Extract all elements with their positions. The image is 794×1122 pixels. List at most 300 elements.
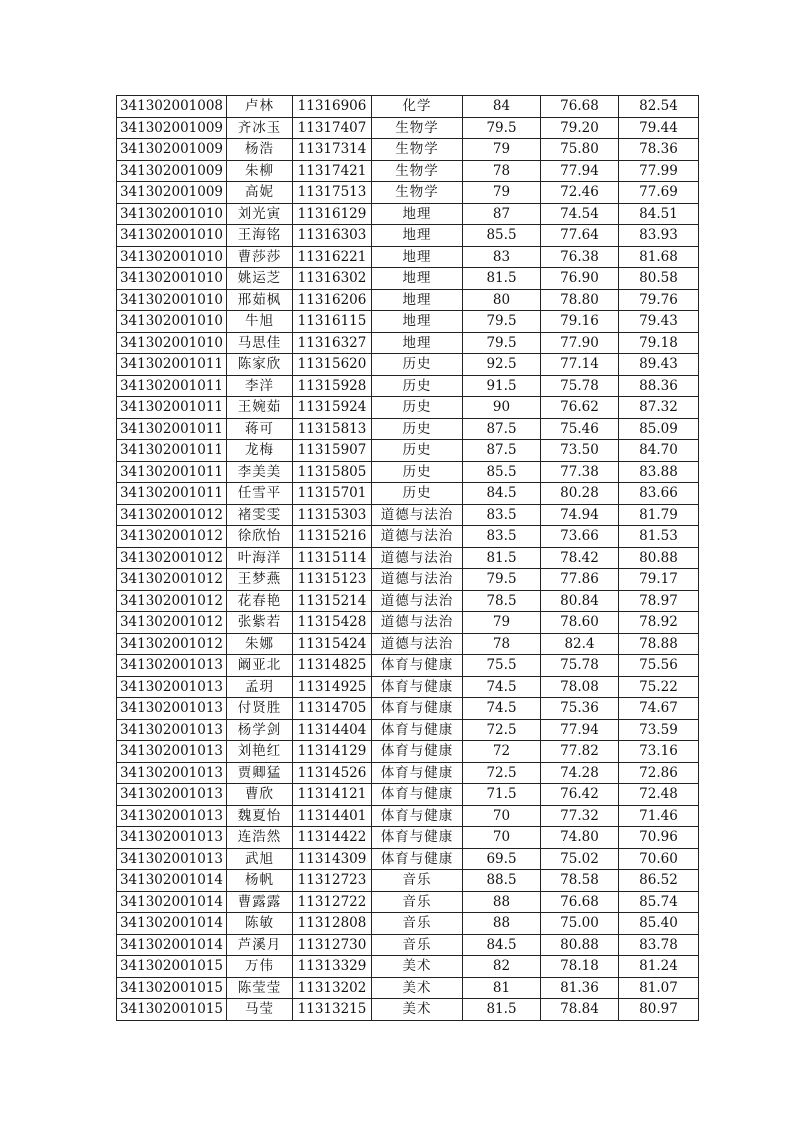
total-score-cell: 77.69 <box>619 182 699 204</box>
table-row <box>117 203 699 225</box>
ticket-number-cell: 11316327 <box>293 332 372 354</box>
ticket-number-cell: 11317407 <box>293 117 372 139</box>
position-code-cell: 341302001010 <box>117 311 227 333</box>
ticket-number-cell: 11315214 <box>293 590 372 612</box>
ticket-number-cell: 11314401 <box>293 805 372 827</box>
total-score-cell: 83.93 <box>619 225 699 247</box>
subject-cell: 美术 <box>372 977 463 999</box>
ticket-number-cell: 11317314 <box>293 139 372 161</box>
candidate-name-cell: 邢茹枫 <box>227 289 293 311</box>
table-row <box>117 698 699 720</box>
table-row <box>117 246 699 268</box>
table-row <box>117 934 699 956</box>
interview-score-cell: 80.84 <box>541 590 619 612</box>
candidate-name-cell: 武旭 <box>227 848 293 870</box>
position-code-cell: 341302001010 <box>117 332 227 354</box>
interview-score-cell: 77.94 <box>541 719 619 741</box>
ticket-number-cell: 11314422 <box>293 827 372 849</box>
interview-score-cell: 73.66 <box>541 526 619 548</box>
subject-cell: 历史 <box>372 375 463 397</box>
written-score-cell: 87.5 <box>463 418 541 440</box>
interview-score-cell: 76.38 <box>541 246 619 268</box>
ticket-number-cell: 11316221 <box>293 246 372 268</box>
ticket-number-cell: 11314121 <box>293 784 372 806</box>
table-row <box>117 655 699 677</box>
candidate-name-cell: 杨帆 <box>227 870 293 892</box>
position-code-cell: 341302001009 <box>117 182 227 204</box>
candidate-name-cell: 朱柳 <box>227 160 293 182</box>
position-code-cell: 341302001013 <box>117 741 227 763</box>
subject-cell: 音乐 <box>372 913 463 935</box>
position-code-cell: 341302001012 <box>117 612 227 634</box>
interview-score-cell: 76.68 <box>541 96 619 118</box>
table-row <box>117 956 699 978</box>
subject-cell: 道德与法治 <box>372 633 463 655</box>
written-score-cell: 81.5 <box>463 999 541 1021</box>
interview-score-cell: 80.28 <box>541 483 619 505</box>
position-code-cell: 341302001011 <box>117 354 227 376</box>
position-code-cell: 341302001012 <box>117 633 227 655</box>
position-code-cell: 341302001015 <box>117 999 227 1021</box>
candidate-name-cell: 马思佳 <box>227 332 293 354</box>
interview-score-cell: 76.62 <box>541 397 619 419</box>
candidate-name-cell: 花春艳 <box>227 590 293 612</box>
table-row <box>117 913 699 935</box>
position-code-cell: 341302001011 <box>117 418 227 440</box>
subject-cell: 道德与法治 <box>372 504 463 526</box>
subject-cell: 道德与法治 <box>372 590 463 612</box>
total-score-cell: 80.58 <box>619 268 699 290</box>
total-score-cell: 81.53 <box>619 526 699 548</box>
total-score-cell: 79.76 <box>619 289 699 311</box>
total-score-cell: 83.78 <box>619 934 699 956</box>
candidate-name-cell: 陈家欣 <box>227 354 293 376</box>
subject-cell: 历史 <box>372 483 463 505</box>
candidate-name-cell: 杨浩 <box>227 139 293 161</box>
written-score-cell: 88 <box>463 891 541 913</box>
subject-cell: 地理 <box>372 246 463 268</box>
ticket-number-cell: 11313329 <box>293 956 372 978</box>
ticket-number-cell: 11314925 <box>293 676 372 698</box>
table-row <box>117 483 699 505</box>
table-row <box>117 440 699 462</box>
written-score-cell: 74.5 <box>463 698 541 720</box>
interview-score-cell: 79.20 <box>541 117 619 139</box>
subject-cell: 生物学 <box>372 139 463 161</box>
written-score-cell: 81 <box>463 977 541 999</box>
ticket-number-cell: 11316206 <box>293 289 372 311</box>
subject-cell: 地理 <box>372 268 463 290</box>
position-code-cell: 341302001009 <box>117 160 227 182</box>
subject-cell: 音乐 <box>372 870 463 892</box>
table-row <box>117 805 699 827</box>
position-code-cell: 341302001010 <box>117 246 227 268</box>
written-score-cell: 84.5 <box>463 483 541 505</box>
candidate-name-cell: 张紫若 <box>227 612 293 634</box>
interview-score-cell: 75.46 <box>541 418 619 440</box>
candidate-name-cell: 王海铭 <box>227 225 293 247</box>
position-code-cell: 341302001013 <box>117 719 227 741</box>
subject-cell: 体育与健康 <box>372 741 463 763</box>
ticket-number-cell: 11314309 <box>293 848 372 870</box>
written-score-cell: 69.5 <box>463 848 541 870</box>
written-score-cell: 78 <box>463 633 541 655</box>
written-score-cell: 87 <box>463 203 541 225</box>
subject-cell: 体育与健康 <box>372 676 463 698</box>
subject-cell: 地理 <box>372 311 463 333</box>
ticket-number-cell: 11315216 <box>293 526 372 548</box>
written-score-cell: 72.5 <box>463 762 541 784</box>
written-score-cell: 79.5 <box>463 569 541 591</box>
subject-cell: 地理 <box>372 332 463 354</box>
ticket-number-cell: 11312722 <box>293 891 372 913</box>
table-row <box>117 633 699 655</box>
interview-score-cell: 78.60 <box>541 612 619 634</box>
table-row <box>117 96 699 118</box>
candidate-name-cell: 朱娜 <box>227 633 293 655</box>
total-score-cell: 77.99 <box>619 160 699 182</box>
interview-score-cell: 77.64 <box>541 225 619 247</box>
total-score-cell: 78.92 <box>619 612 699 634</box>
table-row <box>117 268 699 290</box>
ticket-number-cell: 11316302 <box>293 268 372 290</box>
ticket-number-cell: 11315907 <box>293 440 372 462</box>
ticket-number-cell: 11315620 <box>293 354 372 376</box>
interview-score-cell: 77.14 <box>541 354 619 376</box>
position-code-cell: 341302001010 <box>117 225 227 247</box>
total-score-cell: 80.97 <box>619 999 699 1021</box>
position-code-cell: 341302001014 <box>117 913 227 935</box>
position-code-cell: 341302001014 <box>117 934 227 956</box>
candidate-name-cell: 任雪平 <box>227 483 293 505</box>
table-row <box>117 117 699 139</box>
interview-score-cell: 75.80 <box>541 139 619 161</box>
written-score-cell: 71.5 <box>463 784 541 806</box>
ticket-number-cell: 11316129 <box>293 203 372 225</box>
position-code-cell: 341302001011 <box>117 483 227 505</box>
subject-cell: 历史 <box>372 397 463 419</box>
position-code-cell: 341302001010 <box>117 203 227 225</box>
table-row <box>117 397 699 419</box>
interview-score-cell: 78.18 <box>541 956 619 978</box>
interview-score-cell: 76.42 <box>541 784 619 806</box>
candidate-name-cell: 褚雯雯 <box>227 504 293 526</box>
subject-cell: 体育与健康 <box>372 719 463 741</box>
total-score-cell: 71.46 <box>619 805 699 827</box>
candidate-name-cell: 陈莹莹 <box>227 977 293 999</box>
table-row <box>117 526 699 548</box>
subject-cell: 音乐 <box>372 934 463 956</box>
total-score-cell: 78.88 <box>619 633 699 655</box>
ticket-number-cell: 11315424 <box>293 633 372 655</box>
written-score-cell: 75.5 <box>463 655 541 677</box>
position-code-cell: 341302001011 <box>117 397 227 419</box>
table-row <box>117 999 699 1021</box>
written-score-cell: 83 <box>463 246 541 268</box>
subject-cell: 生物学 <box>372 182 463 204</box>
table-row <box>117 547 699 569</box>
candidate-name-cell: 贾卿猛 <box>227 762 293 784</box>
ticket-number-cell: 11315805 <box>293 461 372 483</box>
ticket-number-cell: 11313215 <box>293 999 372 1021</box>
written-score-cell: 84.5 <box>463 934 541 956</box>
candidate-name-cell: 曹欣 <box>227 784 293 806</box>
total-score-cell: 75.56 <box>619 655 699 677</box>
subject-cell: 道德与法治 <box>372 526 463 548</box>
total-score-cell: 83.88 <box>619 461 699 483</box>
table-row <box>117 504 699 526</box>
table-row <box>117 311 699 333</box>
table-row <box>117 676 699 698</box>
table-row <box>117 160 699 182</box>
candidate-name-cell: 徐欣怡 <box>227 526 293 548</box>
written-score-cell: 90 <box>463 397 541 419</box>
subject-cell: 化学 <box>372 96 463 118</box>
position-code-cell: 341302001014 <box>117 891 227 913</box>
written-score-cell: 88.5 <box>463 870 541 892</box>
subject-cell: 体育与健康 <box>372 655 463 677</box>
candidate-name-cell: 连浩然 <box>227 827 293 849</box>
written-score-cell: 79.5 <box>463 311 541 333</box>
position-code-cell: 341302001012 <box>117 526 227 548</box>
position-code-cell: 341302001015 <box>117 956 227 978</box>
table-row <box>117 418 699 440</box>
table-row <box>117 139 699 161</box>
table-row <box>117 354 699 376</box>
ticket-number-cell: 11315428 <box>293 612 372 634</box>
table-row <box>117 741 699 763</box>
total-score-cell: 82.54 <box>619 96 699 118</box>
position-code-cell: 341302001012 <box>117 569 227 591</box>
ticket-number-cell: 11316906 <box>293 96 372 118</box>
total-score-cell: 81.07 <box>619 977 699 999</box>
total-score-cell: 79.44 <box>619 117 699 139</box>
candidate-name-cell: 牛旭 <box>227 311 293 333</box>
total-score-cell: 81.79 <box>619 504 699 526</box>
position-code-cell: 341302001012 <box>117 590 227 612</box>
subject-cell: 音乐 <box>372 891 463 913</box>
subject-cell: 体育与健康 <box>372 784 463 806</box>
position-code-cell: 341302001008 <box>117 96 227 118</box>
subject-cell: 体育与健康 <box>372 848 463 870</box>
table-row <box>117 784 699 806</box>
candidate-name-cell: 齐冰玉 <box>227 117 293 139</box>
subject-cell: 体育与健康 <box>372 827 463 849</box>
total-score-cell: 83.66 <box>619 483 699 505</box>
ticket-number-cell: 11314526 <box>293 762 372 784</box>
table-row <box>117 891 699 913</box>
subject-cell: 地理 <box>372 289 463 311</box>
interview-score-cell: 78.58 <box>541 870 619 892</box>
table-row <box>117 848 699 870</box>
candidate-name-cell: 曹莎莎 <box>227 246 293 268</box>
interview-score-cell: 82.4 <box>541 633 619 655</box>
written-score-cell: 84 <box>463 96 541 118</box>
interview-score-cell: 72.46 <box>541 182 619 204</box>
position-code-cell: 341302001013 <box>117 698 227 720</box>
ticket-number-cell: 11315928 <box>293 375 372 397</box>
subject-cell: 体育与健康 <box>372 698 463 720</box>
total-score-cell: 79.43 <box>619 311 699 333</box>
written-score-cell: 79 <box>463 182 541 204</box>
position-code-cell: 341302001013 <box>117 762 227 784</box>
ticket-number-cell: 11315114 <box>293 547 372 569</box>
table-row <box>117 289 699 311</box>
candidate-name-cell: 芦溪月 <box>227 934 293 956</box>
position-code-cell: 341302001011 <box>117 375 227 397</box>
written-score-cell: 81.5 <box>463 268 541 290</box>
interview-score-cell: 77.38 <box>541 461 619 483</box>
total-score-cell: 73.59 <box>619 719 699 741</box>
interview-score-cell: 76.68 <box>541 891 619 913</box>
candidate-name-cell: 陈敏 <box>227 913 293 935</box>
position-code-cell: 341302001010 <box>117 268 227 290</box>
table-row <box>117 762 699 784</box>
total-score-cell: 73.16 <box>619 741 699 763</box>
table-row <box>117 225 699 247</box>
subject-cell: 美术 <box>372 956 463 978</box>
position-code-cell: 341302001014 <box>117 870 227 892</box>
position-code-cell: 341302001010 <box>117 289 227 311</box>
written-score-cell: 74.5 <box>463 676 541 698</box>
total-score-cell: 79.18 <box>619 332 699 354</box>
candidate-name-cell: 王婉茹 <box>227 397 293 419</box>
ticket-number-cell: 11316303 <box>293 225 372 247</box>
written-score-cell: 72.5 <box>463 719 541 741</box>
candidate-name-cell: 高妮 <box>227 182 293 204</box>
interview-score-cell: 75.78 <box>541 655 619 677</box>
interview-score-cell: 75.78 <box>541 375 619 397</box>
interview-score-cell: 74.54 <box>541 203 619 225</box>
written-score-cell: 79.5 <box>463 117 541 139</box>
written-score-cell: 83.5 <box>463 504 541 526</box>
candidate-name-cell: 龙梅 <box>227 440 293 462</box>
position-code-cell: 341302001009 <box>117 139 227 161</box>
ticket-number-cell: 11314825 <box>293 655 372 677</box>
position-code-cell: 341302001013 <box>117 655 227 677</box>
written-score-cell: 78 <box>463 160 541 182</box>
written-score-cell: 87.5 <box>463 440 541 462</box>
ticket-number-cell: 11317513 <box>293 182 372 204</box>
written-score-cell: 82 <box>463 956 541 978</box>
total-score-cell: 84.51 <box>619 203 699 225</box>
table-row <box>117 569 699 591</box>
total-score-cell: 72.48 <box>619 784 699 806</box>
total-score-cell: 70.96 <box>619 827 699 849</box>
ticket-number-cell: 11314705 <box>293 698 372 720</box>
written-score-cell: 85.5 <box>463 461 541 483</box>
candidate-name-cell: 刘光寅 <box>227 203 293 225</box>
candidate-name-cell: 王梦燕 <box>227 569 293 591</box>
candidate-name-cell: 魏夏怡 <box>227 805 293 827</box>
candidate-name-cell: 万伟 <box>227 956 293 978</box>
candidate-name-cell: 马莹 <box>227 999 293 1021</box>
subject-cell: 体育与健康 <box>372 762 463 784</box>
interview-score-cell: 79.16 <box>541 311 619 333</box>
interview-score-cell: 78.80 <box>541 289 619 311</box>
written-score-cell: 80 <box>463 289 541 311</box>
written-score-cell: 92.5 <box>463 354 541 376</box>
written-score-cell: 91.5 <box>463 375 541 397</box>
candidate-name-cell: 李洋 <box>227 375 293 397</box>
candidate-name-cell: 曹露露 <box>227 891 293 913</box>
subject-cell: 历史 <box>372 418 463 440</box>
total-score-cell: 85.40 <box>619 913 699 935</box>
position-code-cell: 341302001013 <box>117 784 227 806</box>
total-score-cell: 87.32 <box>619 397 699 419</box>
interview-score-cell: 77.90 <box>541 332 619 354</box>
written-score-cell: 79.5 <box>463 332 541 354</box>
table-row <box>117 332 699 354</box>
written-score-cell: 72 <box>463 741 541 763</box>
table-row <box>117 977 699 999</box>
interview-score-cell: 77.94 <box>541 160 619 182</box>
interview-score-cell: 75.02 <box>541 848 619 870</box>
candidate-name-cell: 付贤胜 <box>227 698 293 720</box>
subject-cell: 地理 <box>372 225 463 247</box>
total-score-cell: 85.09 <box>619 418 699 440</box>
ticket-number-cell: 11315924 <box>293 397 372 419</box>
position-code-cell: 341302001011 <box>117 440 227 462</box>
interview-score-cell: 77.32 <box>541 805 619 827</box>
interview-score-cell: 73.50 <box>541 440 619 462</box>
ticket-number-cell: 11312730 <box>293 934 372 956</box>
subject-cell: 历史 <box>372 461 463 483</box>
ticket-number-cell: 11313202 <box>293 977 372 999</box>
subject-cell: 历史 <box>372 354 463 376</box>
written-score-cell: 70 <box>463 805 541 827</box>
position-code-cell: 341302001011 <box>117 461 227 483</box>
total-score-cell: 70.60 <box>619 848 699 870</box>
interview-score-cell: 78.84 <box>541 999 619 1021</box>
table-row <box>117 182 699 204</box>
written-score-cell: 81.5 <box>463 547 541 569</box>
position-code-cell: 341302001009 <box>117 117 227 139</box>
subject-cell: 道德与法治 <box>372 547 463 569</box>
interview-score-cell: 78.42 <box>541 547 619 569</box>
interview-score-cell: 78.08 <box>541 676 619 698</box>
candidate-name-cell: 李美美 <box>227 461 293 483</box>
candidate-name-cell: 蒋可 <box>227 418 293 440</box>
total-score-cell: 75.22 <box>619 676 699 698</box>
ticket-number-cell: 11314404 <box>293 719 372 741</box>
total-score-cell: 78.36 <box>619 139 699 161</box>
position-code-cell: 341302001012 <box>117 504 227 526</box>
total-score-cell: 80.88 <box>619 547 699 569</box>
total-score-cell: 79.17 <box>619 569 699 591</box>
total-score-cell: 84.70 <box>619 440 699 462</box>
table-row <box>117 612 699 634</box>
table-row <box>117 870 699 892</box>
interview-score-cell: 76.90 <box>541 268 619 290</box>
ticket-number-cell: 11315701 <box>293 483 372 505</box>
table-row <box>117 719 699 741</box>
ticket-number-cell: 11314129 <box>293 741 372 763</box>
interview-score-cell: 74.28 <box>541 762 619 784</box>
position-code-cell: 341302001013 <box>117 827 227 849</box>
candidate-name-cell: 姚运芝 <box>227 268 293 290</box>
candidate-name-cell: 杨学剑 <box>227 719 293 741</box>
table-row <box>117 461 699 483</box>
position-code-cell: 341302001015 <box>117 977 227 999</box>
subject-cell: 历史 <box>372 440 463 462</box>
position-code-cell: 341302001013 <box>117 676 227 698</box>
ticket-number-cell: 11316115 <box>293 311 372 333</box>
interview-score-cell: 75.36 <box>541 698 619 720</box>
candidate-name-cell: 阚亚北 <box>227 655 293 677</box>
total-score-cell: 81.68 <box>619 246 699 268</box>
written-score-cell: 79 <box>463 612 541 634</box>
